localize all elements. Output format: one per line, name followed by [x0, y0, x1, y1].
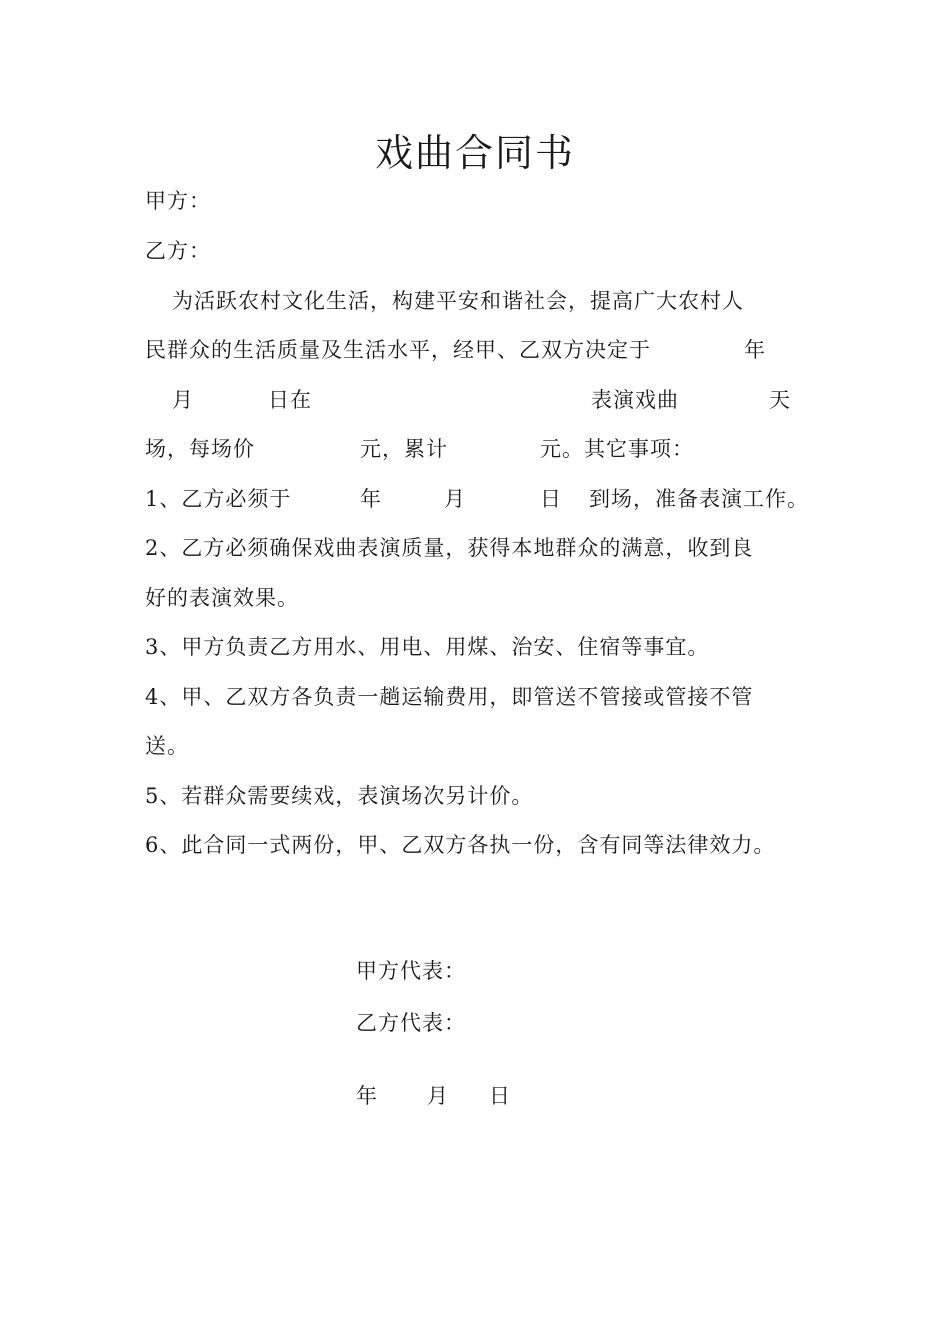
item-1-rest: 到场，准备表演工作。 [589, 487, 809, 511]
intro-year: 年 [744, 338, 766, 362]
signature-month: 月 [427, 1084, 449, 1108]
party-a-label: 甲方： [145, 189, 211, 213]
item-1-year: 年 [360, 487, 382, 511]
item-6: 6、此合同一式两份，甲、乙双方各执一份，含有同等法律效力。 [145, 833, 776, 857]
item-3: 3、甲方负责乙方用水、用电、用煤、治安、住宿等事宜。 [145, 635, 710, 659]
item-2-line-2: 好的表演效果。 [145, 586, 299, 610]
document-title: 戏曲合同书 [374, 131, 575, 175]
intro-month: 月 [172, 388, 194, 412]
intro-line-1: 为活跃农村文化生活，构建平安和谐社会，提高广大农村人 [172, 289, 744, 313]
intro-perform: 表演戏曲 [591, 388, 679, 412]
signature-year: 年 [356, 1084, 378, 1108]
item-4-line-1: 4、甲、乙双方各负责一趟运输费用，即管送不管接或管接不管 [145, 685, 754, 709]
intro-day-at: 日在 [268, 388, 312, 412]
item-5: 5、若群众需要续戏，表演场次另计价。 [145, 784, 534, 808]
intro-price-each: 场，每场价 [145, 437, 255, 461]
item-2-line-1: 2、乙方必须确保戏曲表演质量，获得本地群众的满意，收到良 [145, 536, 754, 560]
party-a-representative: 甲方代表： [356, 959, 466, 983]
party-b-label: 乙方： [145, 239, 211, 263]
intro-other-items: 元。其它事项： [540, 437, 694, 461]
item-4-line-2: 送。 [145, 734, 189, 758]
party-b-representative: 乙方代表： [356, 1011, 466, 1035]
intro-line-2: 民群众的生活质量及生活水平，经甲、乙双方决定于 [145, 338, 651, 362]
item-1-day: 日 [540, 487, 562, 511]
intro-days: 天 [769, 388, 791, 412]
item-1-prefix: 1、乙方必须于 [145, 487, 292, 511]
intro-total: 元，累计 [360, 437, 448, 461]
signature-day: 日 [489, 1084, 511, 1108]
item-1-month: 月 [444, 487, 466, 511]
